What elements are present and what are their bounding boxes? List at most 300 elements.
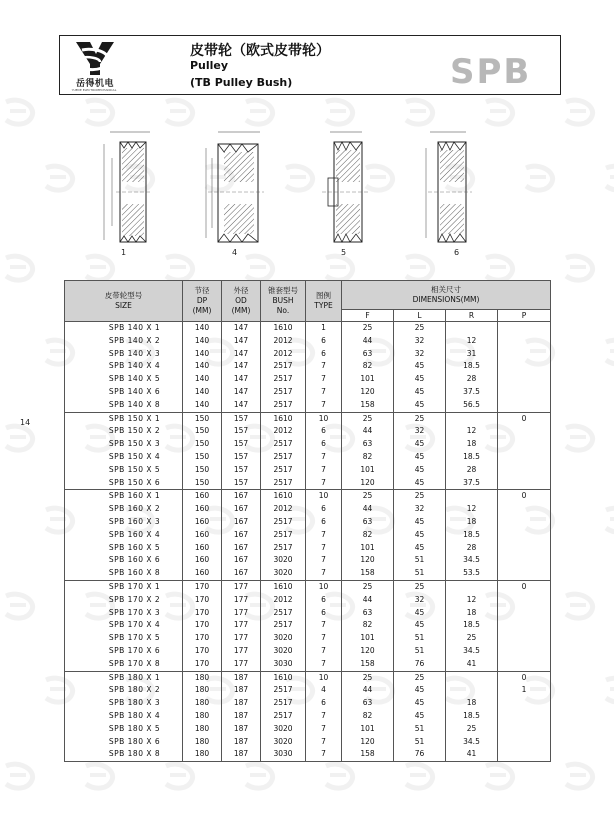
p-cell [498, 322, 551, 335]
table-row [65, 425, 551, 438]
od-cell: 167 [222, 490, 261, 503]
f-cell: 63 [342, 348, 394, 361]
od-cell: 157 [222, 438, 261, 451]
p-cell [498, 736, 551, 749]
od-cell: 177 [222, 607, 261, 620]
size-cell: SPB 180 X 4 [65, 710, 183, 723]
bush-cell: 3020 [261, 736, 306, 749]
dp-cell: 180 [183, 748, 222, 761]
bush-cell: 3020 [261, 554, 306, 567]
dp-cell: 150 [183, 477, 222, 490]
r-cell: 28 [446, 464, 498, 477]
bush-cell: 3020 [261, 723, 306, 736]
bush-cell: 1610 [261, 412, 306, 425]
l-cell: 45 [394, 697, 446, 710]
watermark-logo-icon [406, 100, 433, 124]
table-row [65, 710, 551, 723]
od-cell: 147 [222, 335, 261, 348]
watermark-logo-icon [566, 594, 593, 618]
dp-cell: 180 [183, 736, 222, 749]
r-cell: 34.5 [446, 736, 498, 749]
watermark-logo-icon [326, 764, 353, 788]
od-cell: 177 [222, 658, 261, 671]
bush-cell: 3020 [261, 632, 306, 645]
p-cell [498, 710, 551, 723]
l-cell: 25 [394, 580, 446, 593]
table-row [65, 748, 551, 761]
r-cell: 31 [446, 348, 498, 361]
f-cell: 158 [342, 658, 394, 671]
l-cell: 45 [394, 607, 446, 620]
table-row [65, 554, 551, 567]
type-cell: 7 [306, 645, 342, 658]
size-cell: SPB 160 X 2 [65, 503, 183, 516]
l-cell: 51 [394, 567, 446, 580]
p-cell [498, 697, 551, 710]
bush-cell: 2517 [261, 464, 306, 477]
table-row [65, 373, 551, 386]
table-row [65, 684, 551, 697]
watermark-logo-icon [486, 100, 513, 124]
p-cell [498, 567, 551, 580]
l-cell: 32 [394, 503, 446, 516]
dp-cell: 170 [183, 580, 222, 593]
r-cell: 37.5 [446, 477, 498, 490]
drawing-type-4 [206, 132, 264, 242]
od-cell: 177 [222, 594, 261, 607]
r-cell: 25 [446, 632, 498, 645]
l-cell: 45 [394, 542, 446, 555]
f-cell: 120 [342, 554, 394, 567]
dp-cell: 140 [183, 322, 222, 335]
r-cell: 18 [446, 697, 498, 710]
size-cell: SPB 150 X 6 [65, 477, 183, 490]
od-cell: 157 [222, 477, 261, 490]
table-row [65, 503, 551, 516]
f-cell: 158 [342, 567, 394, 580]
p-cell [498, 360, 551, 373]
dp-cell: 160 [183, 516, 222, 529]
l-cell: 45 [394, 684, 446, 697]
table-row [65, 645, 551, 658]
l-cell: 51 [394, 645, 446, 658]
type-cell: 7 [306, 567, 342, 580]
table-row [65, 594, 551, 607]
drawing-type-6 [426, 132, 472, 242]
table-row [65, 671, 551, 684]
r-cell: 28 [446, 373, 498, 386]
bush-cell: 2012 [261, 348, 306, 361]
size-cell: SPB 170 X 8 [65, 658, 183, 671]
table-row [65, 477, 551, 490]
bush-cell: 2517 [261, 697, 306, 710]
size-cell: SPB 140 X 5 [65, 373, 183, 386]
p-cell [498, 425, 551, 438]
type-cell: 7 [306, 529, 342, 542]
l-cell: 25 [394, 322, 446, 335]
p-cell [498, 658, 551, 671]
od-cell: 167 [222, 503, 261, 516]
bush-cell: 2517 [261, 386, 306, 399]
spec-table-body [65, 322, 551, 762]
od-cell: 187 [222, 723, 261, 736]
type-cell: 7 [306, 542, 342, 555]
bush-cell: 3020 [261, 645, 306, 658]
r-cell: 18.5 [446, 451, 498, 464]
f-cell: 25 [342, 322, 394, 335]
r-cell: 56.5 [446, 399, 498, 412]
bush-cell: 2517 [261, 684, 306, 697]
l-cell: 25 [394, 490, 446, 503]
watermark-logo-icon [166, 764, 193, 788]
size-cell: SPB 180 X 3 [65, 697, 183, 710]
header-dp: 节径 DP (MM) [183, 281, 222, 322]
watermark-logo-icon [6, 100, 33, 124]
table-row [65, 348, 551, 361]
p-cell [498, 594, 551, 607]
l-cell: 45 [394, 399, 446, 412]
l-cell: 45 [394, 373, 446, 386]
od-cell: 167 [222, 516, 261, 529]
type-cell: 10 [306, 490, 342, 503]
dp-cell: 150 [183, 464, 222, 477]
l-cell: 45 [394, 386, 446, 399]
pulley-drawings [90, 128, 510, 258]
l-cell: 45 [394, 529, 446, 542]
p-cell [498, 645, 551, 658]
bush-cell: 2517 [261, 438, 306, 451]
dp-cell: 140 [183, 348, 222, 361]
size-cell: SPB 140 X 3 [65, 348, 183, 361]
l-cell: 45 [394, 438, 446, 451]
size-cell: SPB 170 X 3 [65, 607, 183, 620]
watermark-logo-icon [566, 256, 593, 280]
type-cell: 7 [306, 373, 342, 386]
type-cell: 6 [306, 697, 342, 710]
od-cell: 187 [222, 697, 261, 710]
size-cell: SPB 160 X 3 [65, 516, 183, 529]
watermark-logo-icon [246, 764, 273, 788]
table-row [65, 658, 551, 671]
od-cell: 167 [222, 529, 261, 542]
f-cell: 63 [342, 607, 394, 620]
bush-cell: 2517 [261, 619, 306, 632]
od-cell: 177 [222, 645, 261, 658]
od-cell: 147 [222, 360, 261, 373]
r-cell: 37.5 [446, 386, 498, 399]
f-cell: 63 [342, 516, 394, 529]
r-cell: 12 [446, 425, 498, 438]
drawing-label-6: 6 [454, 248, 460, 257]
watermark-logo-icon [166, 256, 193, 280]
table-row [65, 412, 551, 425]
dp-cell: 160 [183, 529, 222, 542]
watermark-logo-icon [526, 166, 553, 190]
table-row [65, 322, 551, 335]
r-cell [446, 684, 498, 697]
table-row [65, 619, 551, 632]
table-row [65, 580, 551, 593]
l-cell: 45 [394, 360, 446, 373]
r-cell [446, 322, 498, 335]
p-cell: 1 [498, 684, 551, 697]
p-cell [498, 451, 551, 464]
type-cell: 6 [306, 607, 342, 620]
drawing-label-1: 1 [121, 248, 127, 257]
dp-cell: 140 [183, 399, 222, 412]
table-row [65, 464, 551, 477]
type-cell: 7 [306, 360, 342, 373]
l-cell: 25 [394, 671, 446, 684]
r-cell: 34.5 [446, 554, 498, 567]
f-cell: 120 [342, 477, 394, 490]
type-cell: 7 [306, 736, 342, 749]
watermark-logo-icon [606, 678, 614, 702]
watermark-logo-icon [6, 426, 33, 450]
bush-cell: 2012 [261, 335, 306, 348]
l-cell: 32 [394, 594, 446, 607]
watermark-logo-icon [46, 166, 73, 190]
title-english: Pulley [190, 59, 229, 72]
bush-cell: 1610 [261, 671, 306, 684]
p-cell [498, 542, 551, 555]
size-cell: SPB 180 X 6 [65, 736, 183, 749]
f-cell: 101 [342, 632, 394, 645]
p-cell [498, 607, 551, 620]
f-cell: 63 [342, 438, 394, 451]
f-cell: 120 [342, 645, 394, 658]
header-bush: 锥套型号 BUSH No. [261, 281, 306, 322]
bush-cell: 2517 [261, 451, 306, 464]
type-cell: 6 [306, 516, 342, 529]
drawing-type-1 [104, 132, 150, 242]
bush-cell: 2517 [261, 399, 306, 412]
header-f: F [342, 310, 394, 322]
od-cell: 157 [222, 412, 261, 425]
dp-cell: 170 [183, 658, 222, 671]
dp-cell: 140 [183, 335, 222, 348]
f-cell: 158 [342, 748, 394, 761]
od-cell: 187 [222, 671, 261, 684]
l-cell: 45 [394, 516, 446, 529]
size-cell: SPB 160 X 4 [65, 529, 183, 542]
f-cell: 101 [342, 542, 394, 555]
side-page-number: 14 [20, 418, 31, 427]
r-cell: 18 [446, 438, 498, 451]
watermark-logo-icon [566, 100, 593, 124]
watermark-logo-icon [6, 256, 33, 280]
od-cell: 147 [222, 322, 261, 335]
dp-cell: 160 [183, 567, 222, 580]
r-cell: 12 [446, 503, 498, 516]
l-cell: 32 [394, 425, 446, 438]
table-row [65, 335, 551, 348]
l-cell: 45 [394, 451, 446, 464]
table-row [65, 451, 551, 464]
od-cell: 157 [222, 425, 261, 438]
p-cell [498, 464, 551, 477]
type-cell: 7 [306, 619, 342, 632]
table-row [65, 360, 551, 373]
l-cell: 45 [394, 619, 446, 632]
type-cell: 7 [306, 477, 342, 490]
bush-cell: 2012 [261, 503, 306, 516]
f-cell: 82 [342, 619, 394, 632]
p-cell [498, 438, 551, 451]
f-cell: 82 [342, 710, 394, 723]
p-cell [498, 619, 551, 632]
f-cell: 158 [342, 399, 394, 412]
dp-cell: 140 [183, 360, 222, 373]
bush-cell: 2517 [261, 529, 306, 542]
f-cell: 44 [342, 503, 394, 516]
dp-cell: 180 [183, 671, 222, 684]
watermark-logo-icon [566, 764, 593, 788]
f-cell: 44 [342, 684, 394, 697]
r-cell [446, 580, 498, 593]
size-cell: SPB 150 X 4 [65, 451, 183, 464]
size-cell: SPB 140 X 2 [65, 335, 183, 348]
table-row [65, 567, 551, 580]
dp-cell: 180 [183, 710, 222, 723]
type-cell: 10 [306, 580, 342, 593]
bush-cell: 2012 [261, 594, 306, 607]
dp-cell: 180 [183, 684, 222, 697]
type-cell: 7 [306, 710, 342, 723]
size-cell: SPB 140 X 6 [65, 386, 183, 399]
dp-cell: 150 [183, 425, 222, 438]
od-cell: 177 [222, 632, 261, 645]
watermark-logo-icon [486, 764, 513, 788]
od-cell: 187 [222, 710, 261, 723]
header-r: R [446, 310, 498, 322]
od-cell: 167 [222, 554, 261, 567]
f-cell: 25 [342, 412, 394, 425]
od-cell: 167 [222, 542, 261, 555]
table-row [65, 607, 551, 620]
p-cell: 0 [498, 412, 551, 425]
p-cell [498, 399, 551, 412]
p-cell [498, 335, 551, 348]
drawing-type-5 [322, 132, 368, 242]
type-cell: 7 [306, 554, 342, 567]
dp-cell: 170 [183, 619, 222, 632]
bush-cell: 2517 [261, 516, 306, 529]
type-cell: 7 [306, 723, 342, 736]
bush-cell: 2517 [261, 607, 306, 620]
size-cell: SPB 180 X 8 [65, 748, 183, 761]
type-cell: 6 [306, 425, 342, 438]
l-cell: 32 [394, 335, 446, 348]
watermark-logo-icon [406, 764, 433, 788]
size-cell: SPB 150 X 2 [65, 425, 183, 438]
p-cell [498, 723, 551, 736]
size-cell: SPB 140 X 1 [65, 322, 183, 335]
r-cell: 12 [446, 335, 498, 348]
r-cell: 18 [446, 516, 498, 529]
od-cell: 147 [222, 386, 261, 399]
watermark-logo-icon [606, 166, 614, 190]
l-cell: 51 [394, 723, 446, 736]
p-cell [498, 516, 551, 529]
p-cell [498, 386, 551, 399]
p-cell: 0 [498, 490, 551, 503]
r-cell: 12 [446, 594, 498, 607]
type-cell: 6 [306, 438, 342, 451]
table-row [65, 697, 551, 710]
r-cell: 34.5 [446, 645, 498, 658]
watermark-logo-icon [86, 764, 113, 788]
type-cell: 7 [306, 632, 342, 645]
f-cell: 44 [342, 594, 394, 607]
table-row [65, 542, 551, 555]
dp-cell: 170 [183, 632, 222, 645]
size-cell: SPB 150 X 1 [65, 412, 183, 425]
od-cell: 177 [222, 619, 261, 632]
f-cell: 82 [342, 360, 394, 373]
type-cell: 1 [306, 322, 342, 335]
size-cell: SPB 180 X 5 [65, 723, 183, 736]
type-cell: 10 [306, 412, 342, 425]
size-cell: SPB 150 X 5 [65, 464, 183, 477]
od-cell: 187 [222, 684, 261, 697]
dp-cell: 160 [183, 554, 222, 567]
bush-cell: 3030 [261, 658, 306, 671]
dp-cell: 140 [183, 373, 222, 386]
od-cell: 147 [222, 373, 261, 386]
f-cell: 120 [342, 736, 394, 749]
header-dimensions: 相关尺寸 DIMENSIONS(MM) [342, 281, 551, 310]
header-type: 图例 TYPE [306, 281, 342, 322]
watermark-logo-icon [246, 100, 273, 124]
table-row [65, 386, 551, 399]
l-cell: 51 [394, 736, 446, 749]
r-cell: 18.5 [446, 529, 498, 542]
size-cell: SPB 160 X 5 [65, 542, 183, 555]
p-cell [498, 503, 551, 516]
logo-text: 岳得机电 [75, 79, 114, 89]
size-cell: SPB 170 X 4 [65, 619, 183, 632]
title-english-subtitle: (TB Pulley Bush) [190, 76, 293, 89]
dp-cell: 150 [183, 451, 222, 464]
type-cell: 6 [306, 335, 342, 348]
l-cell: 45 [394, 464, 446, 477]
watermark-logo-icon [606, 340, 614, 364]
p-cell [498, 477, 551, 490]
p-cell: 0 [498, 671, 551, 684]
l-cell: 45 [394, 477, 446, 490]
bush-cell: 2012 [261, 425, 306, 438]
table-row [65, 490, 551, 503]
f-cell: 25 [342, 580, 394, 593]
watermark-logo-icon [246, 256, 273, 280]
header-p: P [498, 310, 551, 322]
od-cell: 147 [222, 399, 261, 412]
p-cell [498, 348, 551, 361]
dp-cell: 160 [183, 542, 222, 555]
bush-cell: 1610 [261, 580, 306, 593]
dp-cell: 170 [183, 645, 222, 658]
size-cell: SPB 140 X 4 [65, 360, 183, 373]
f-cell: 25 [342, 671, 394, 684]
drawing-label-5: 5 [341, 248, 347, 257]
f-cell: 120 [342, 386, 394, 399]
r-cell [446, 671, 498, 684]
size-cell: SPB 170 X 1 [65, 580, 183, 593]
bush-cell: 1610 [261, 322, 306, 335]
watermark-logo-icon [6, 764, 33, 788]
f-cell: 101 [342, 373, 394, 386]
